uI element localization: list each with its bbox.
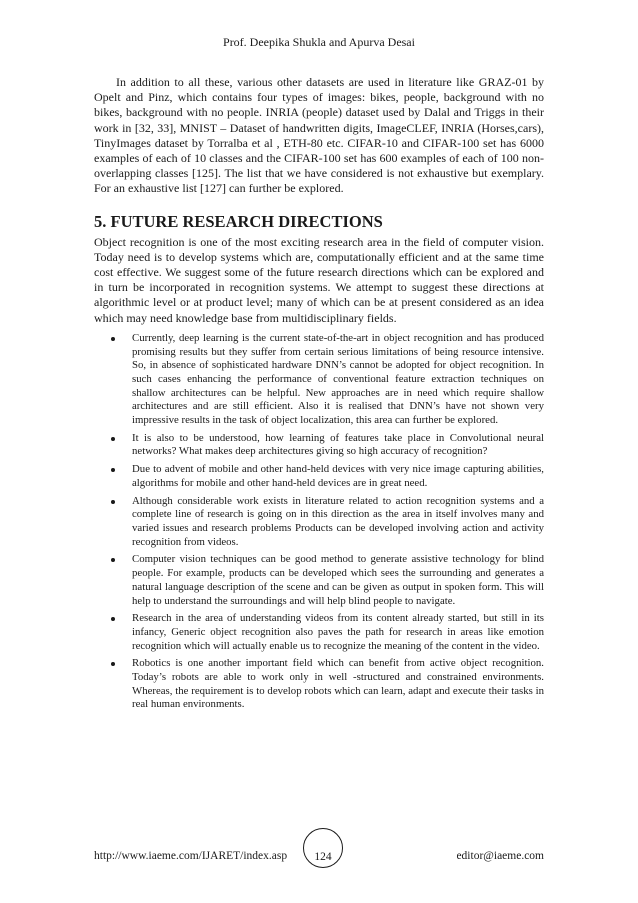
- list-item-text: It is also to be understood, how learning of features take place in Convolutional neural networks? What makes deep architectures giving so high accuracy of recognition?: [132, 431, 544, 458]
- list-item: [94, 463, 544, 490]
- list-item: [94, 332, 544, 428]
- intro-paragraph: In addition to all these, various other datasets are used in literature like GRAZ-01 by Opelt and Pinz, which contains four types of images: bikes, people, background with no bikes, background with no people. INRIA (people) dataset used by Dalal and Triggs in their work in [32, 33], MNIST – Dataset of handwritten digits, ImageCLEF, INRIA (Horses,cars), TinyImages dataset by Torralba et al , ETH-80 etc. CIFAR-10 and CIFAR-100 set has 6000 examples of each of 10 classes and the CIFAR-100 set has 600 examples of each of 100 non-overlapping classes [125]. The list that we have considered is not exhaustive but exemplary. For an exhaustive list [127] can further be explored.: [94, 75, 544, 196]
- list-item-text: Computer vision techniques can be good method to generate assistive technology for blind people. For example, products can be developed which sees the surrounding and generates a natural language description of the scene and can be given as output in spoken form. This will help to understand the surroundings and will help blind people to navigate.: [132, 553, 544, 607]
- bullet-icon: [111, 558, 115, 562]
- list-item: [94, 432, 544, 459]
- list-item-text: Robotics is one another important field which can benefit from active object recognition. Today’s robots are able to work only in well -structured and constrained environments. Whereas, the requirement is to develop robots which can learn, adapt and execute their tasks in real human environments.: [132, 657, 544, 711]
- research-directions-list: [94, 332, 544, 712]
- list-item-text: Although considerable work exists in literature related to action recognition systems and a complete line of research is going on in this direction as the area in itself involves many and varied issues and research problems Products can be developed involving action and activity recognition from videos.: [132, 494, 544, 548]
- page-body: [94, 75, 544, 716]
- list-item: [94, 657, 544, 712]
- bullet-icon: [111, 468, 115, 472]
- bullet-icon: [111, 437, 115, 441]
- list-item-text: Research in the area of understanding videos from its content already started, but still in its infancy, Generic object recognition also paves the path for research in areas like emotion recognition which will actually enable us to recognize the meaning of the content in the video.: [132, 612, 544, 652]
- bullet-icon: [111, 617, 115, 621]
- bullet-icon: [111, 662, 115, 666]
- bullet-icon: [111, 500, 115, 504]
- page-footer: [94, 828, 544, 868]
- section-paragraph: Object recognition is one of the most exciting research area in the field of computer vision. Today need is to develop systems which are, computationally efficient and at the same time cost effective. We suggest some of the future research directions which can be explored and in turn be incorporated in recognition systems. We attempt to suggest these directions at algorithmic level or at product level; many of which can be at present considered as an idea which may need knowledge base from multidisciplinary fields.: [94, 234, 544, 325]
- list-item: [94, 553, 544, 608]
- list-item: [94, 612, 544, 653]
- footer-url-link[interactable]: http://www.iaeme.com/IJARET/index.asp: [94, 850, 288, 862]
- page-number: 124: [314, 851, 332, 863]
- bullet-icon: [111, 337, 115, 341]
- running-header: Prof. Deepika Shukla and Apurva Desai: [223, 35, 415, 49]
- list-item: [94, 495, 544, 550]
- page-number-badge: [303, 828, 343, 868]
- footer-email-link[interactable]: editor@iaeme.com: [456, 850, 544, 862]
- list-item-text: Due to advent of mobile and other hand-held devices with very nice image capturing abilities, algorithms for mobile and other hand-held devices are in great need.: [132, 463, 544, 489]
- list-item-text: Currently, deep learning is the current state-of-the-art in object recognition and has produced promising results but they suffer from certain serious limitations of being resource intensive. So, in absence of sophisticated hardware DNN’s cannot be adopted for object recognition. In such cases enhancing the performance of conventional feature extraction techniques on shallow architectures can be helpful. New approaches are in need which require shallow architectures and are still efficient. Also it is realised that DNN’s have not shown very impressive results in the task of object localization, this area can further be explored.: [132, 331, 544, 427]
- section-heading: 5. FUTURE RESEARCH DIRECTIONS: [94, 211, 383, 231]
